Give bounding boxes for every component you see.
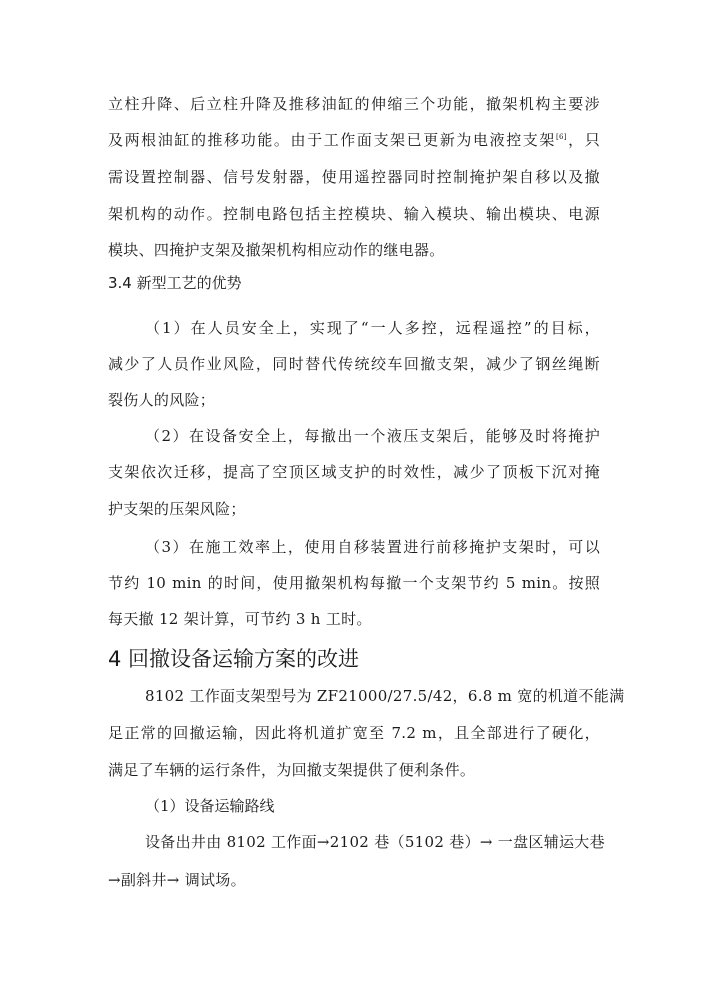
citation-ref: [6] (555, 133, 567, 141)
paragraph-line: 需设置控制器、信号发射器，使用遥控器同时控制掩护架自移以及撤 (108, 168, 600, 186)
paragraph-line: →副斜井→ 调试场。 (108, 871, 246, 889)
paragraph-line: （2）在设备安全上，每撤出一个液压支架后，能够及时将掩护 (145, 427, 600, 445)
line-text: ，只 (566, 131, 600, 149)
paragraph-line (108, 130, 600, 150)
section-heading: 3.4 新型工艺的优势 (108, 274, 242, 292)
paragraph-line: （3）在施工效率上，使用自移装置进行前移掩护支架时，可以 (145, 538, 600, 556)
paragraph-line: 节约 10 min 的时间，使用撤架机构每撤一个支架节约 5 min。按照 (108, 574, 600, 592)
paragraph-line: 护支架的压架风险； (108, 500, 246, 518)
paragraph-line: （1）在人员安全上，实现了“一人多控，远程遥控”的目标， (145, 319, 600, 337)
paragraph-line: 立柱升降、后立柱升降及推移油缸的伸缩三个功能，撤架机构主要涉 (108, 95, 600, 113)
line-text: 及两根油缸的推移功能。由于工作面支架已更新为电液控支架 (108, 131, 556, 149)
paragraph-line: 支架依次迁移，提高了空顶区域支护的时效性，减少了顶板下沉对掩 (108, 463, 600, 481)
paragraph-line: 减少了人员作业风险，同时替代传统绞车回撤支架，减少了钢丝绳断 (108, 355, 600, 373)
paragraph-line: 满足了车辆的运行条件，为回撤支架提供了便利条件。 (108, 761, 476, 779)
paragraph-line: 足正常的回撤运输，因此将机道扩宽至 7.2 m，且全部进行了硬化， (108, 724, 600, 742)
chapter-heading: 4 回撤设备运输方案的改进 (108, 647, 360, 671)
paragraph-line: 架机构的动作。控制电路包括主控模块、输入模块、输出模块、电源 (108, 205, 600, 223)
paragraph-line: 设备出井由 8102 工作面→2102 巷（5102 巷）→ 一盘区辅运大巷 (145, 833, 605, 851)
paragraph-line: 模块、四掩护支架及撤架机构相应动作的继电器。 (108, 241, 445, 259)
paragraph-line: 裂伤人的风险； (108, 391, 216, 409)
paragraph-line: 8102 工作面支架型号为 ZF21000/27.5/42，6.8 m 宽的机道不能满 (145, 687, 625, 705)
paragraph-line: 每天撤 12 架计算，可节约 3 h 工时。 (108, 610, 372, 628)
subsection-heading: （1）设备运输路线 (145, 797, 275, 815)
